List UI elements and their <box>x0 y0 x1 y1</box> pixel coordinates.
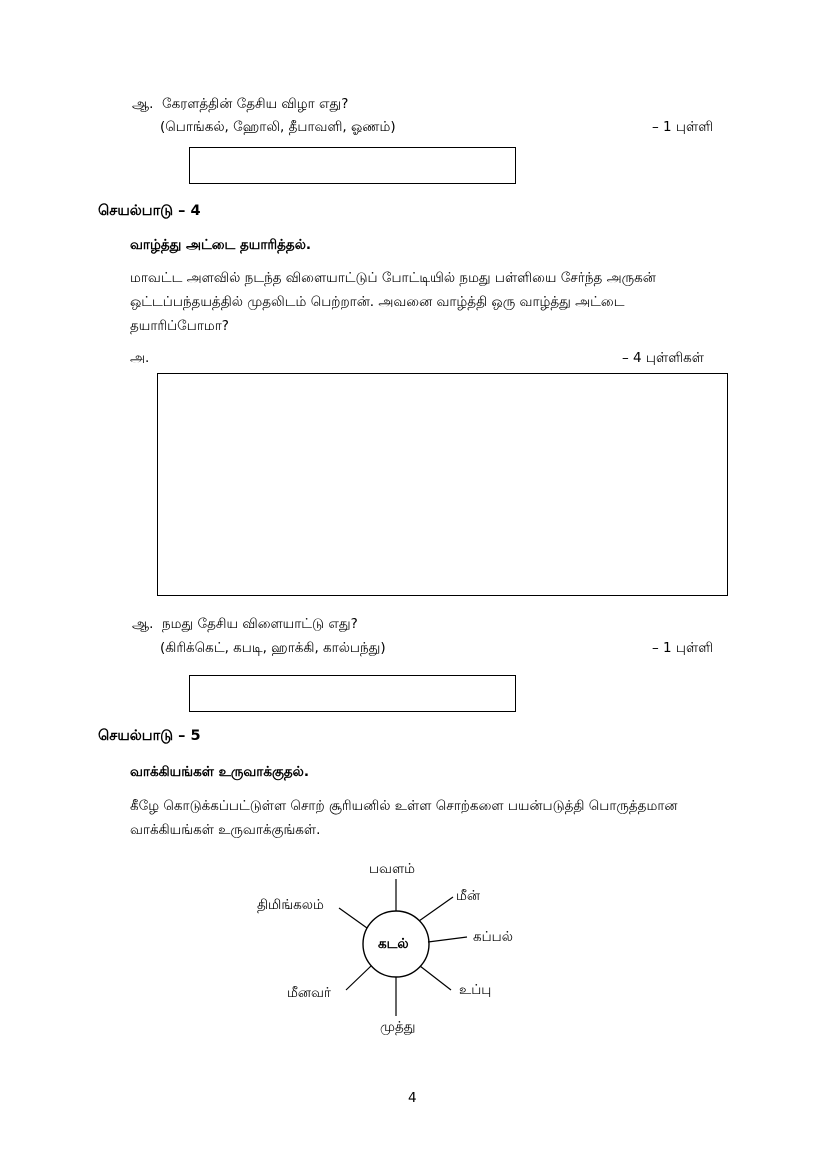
activity4-part-a-marker: அ. <box>130 350 150 366</box>
word-sun-ray <box>420 966 451 990</box>
q3b-answer-box[interactable] <box>189 147 516 184</box>
activity4-part-b-answer-box[interactable] <box>189 675 516 712</box>
word-sun-ray <box>428 937 467 942</box>
page-number: 4 <box>408 1090 417 1106</box>
word-sun-center-circle <box>363 911 429 977</box>
word-sun-word: மீனவர் <box>287 985 331 1001</box>
q3b-marker: ஆ. <box>132 96 154 112</box>
word-sun-word: பவளம் <box>369 861 416 877</box>
q3b-marks: – 1 புள்ளி <box>652 119 714 135</box>
greeting-card-answer-box[interactable] <box>157 373 728 596</box>
activity5-subtitle: வாக்கியங்கள் உருவாக்குதல். <box>130 764 310 780</box>
activity5-title: செயல்பாடு – 5 <box>98 728 201 744</box>
word-sun-ray <box>339 908 367 928</box>
word-sun-center: கடல் <box>378 936 409 952</box>
q3b-question: கேரளத்தின் தேசிய விழா எது? <box>162 96 349 112</box>
q3b-options: (பொங்கல், ஹோலி, தீபாவளி, ஓணம்) <box>160 119 396 135</box>
activity4-part-b-options: (கிரிக்கெட், கபடி, ஹாக்கி, கால்பந்து) <box>160 640 386 656</box>
word-sun-ray <box>419 897 453 921</box>
activity4-part-a-marks: – 4 புள்ளிகள் <box>622 350 704 366</box>
activity5-instruction-line2: வாக்கியங்கள் உருவாக்குங்கள். <box>130 822 321 838</box>
activity4-part-b-question: நமது தேசிய விளையாட்டு எது? <box>162 616 358 632</box>
activity4-subtitle: வாழ்த்து அட்டை தயாரித்தல். <box>130 237 312 253</box>
activity4-instruction-line2: ஒட்டப்பந்தயத்தில் முதலிடம் பெற்றான். அவனை வாழ்த்தி ஒரு வாழ்த்து அட்டை <box>130 294 625 310</box>
activity4-instruction-line1: மாவட்ட அளவில் நடந்த விளையாட்டுப் போட்டியில் நமது பள்ளியை சேர்ந்த அருகன் <box>130 270 656 286</box>
word-sun-word: மீன் <box>456 888 480 904</box>
activity5-instruction-line1: கீழே கொடுக்கப்பட்டுள்ள சொற் சூரியனில் உள்ள சொற்களை பயன்படுத்தி பொருத்தமான <box>130 798 678 814</box>
word-sun-word: உப்பு <box>459 982 492 998</box>
activity4-instruction-line3: தயாரிப்போமா? <box>130 318 229 334</box>
activity4-title: செயல்பாடு – 4 <box>98 203 201 219</box>
word-sun-word: முத்து <box>380 1019 416 1035</box>
activity4-part-b-marker: ஆ. <box>132 616 154 632</box>
word-sun-word: கப்பல் <box>473 929 513 945</box>
word-sun-ray <box>346 966 371 990</box>
word-sun-word: திமிங்கலம் <box>257 897 324 913</box>
activity4-part-b-marks: – 1 புள்ளி <box>652 640 714 656</box>
